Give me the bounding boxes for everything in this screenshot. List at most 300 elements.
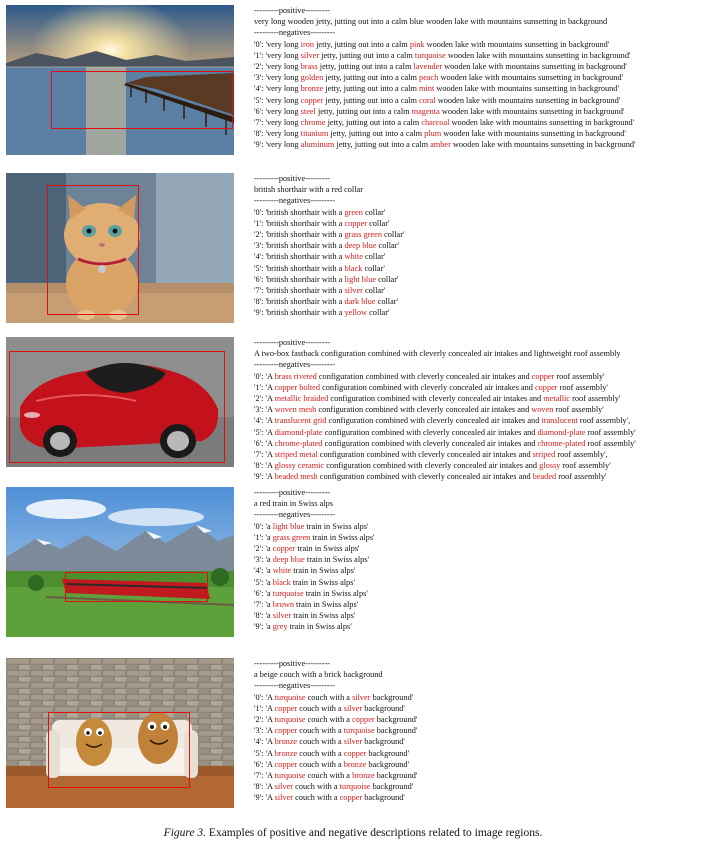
negative-description bbox=[254, 50, 636, 61]
negative-description bbox=[254, 128, 636, 139]
negative-description bbox=[254, 207, 404, 218]
negatives-header: ---------negatives--------- bbox=[254, 196, 336, 206]
negative-description bbox=[254, 610, 375, 621]
description-fragment: couch with a bbox=[297, 703, 344, 713]
example-image bbox=[6, 337, 234, 467]
description-fragment: train in Swiss alps' bbox=[291, 611, 356, 621]
description-fragment: configuration combined with cleverly concealed air intakes and bbox=[324, 461, 540, 471]
description-fragment: '9': 'a bbox=[254, 622, 273, 632]
description-fragment: '4': 'A bbox=[254, 737, 275, 747]
description-fragment: wooden lake with mountains sunsetting in background' bbox=[441, 129, 626, 139]
positive-text: A two-box fastback configuration combined with cleverly concealed air intakes and lightweight roof assembly bbox=[254, 349, 621, 359]
highlighted-word: copper bbox=[300, 95, 324, 105]
description-fragment: configuration combined with cleverly concealed air intakes and bbox=[316, 405, 532, 415]
description-fragment: '3': 'A bbox=[254, 726, 275, 736]
negative-description bbox=[254, 117, 636, 128]
highlighted-word: striped bbox=[532, 449, 556, 459]
negative-description bbox=[254, 61, 636, 72]
example-image bbox=[6, 658, 234, 808]
highlighted-word: metallic bbox=[543, 393, 570, 403]
description-fragment: '7': 'british shorthair with a bbox=[254, 285, 345, 295]
description-fragment: '3': 'A bbox=[254, 405, 275, 415]
highlighted-word: bronze bbox=[300, 84, 324, 94]
description-fragment: '7': 'very long bbox=[254, 117, 301, 127]
example-row bbox=[0, 487, 706, 639]
negative-description bbox=[254, 736, 417, 747]
description-fragment: couch with a bbox=[305, 714, 353, 724]
highlighted-word: plum bbox=[424, 129, 442, 139]
description-fragment: train in Swiss alps' bbox=[303, 588, 368, 598]
highlighted-word: turquoise bbox=[414, 50, 446, 60]
negative-description bbox=[254, 106, 636, 117]
example-row bbox=[0, 337, 706, 482]
highlighted-word: bronze bbox=[343, 759, 367, 769]
description-fragment: background' bbox=[374, 726, 418, 736]
description-fragment: configuration combined with cleverly concealed air intakes and bbox=[316, 371, 532, 381]
highlighted-word: copper bbox=[531, 371, 555, 381]
description-fragment: configuration combined with cleverly concealed air intakes and bbox=[328, 393, 544, 403]
highlighted-word: chrome bbox=[300, 117, 326, 127]
description-fragment: train in Swiss alps' bbox=[293, 599, 359, 609]
negative-description bbox=[254, 532, 375, 543]
positive-header: ---------positive--------- bbox=[254, 6, 331, 15]
negative-description bbox=[254, 263, 404, 274]
example-row bbox=[0, 173, 706, 323]
description-fragment: '7': 'a bbox=[254, 599, 273, 609]
description-fragment: '4': 'a bbox=[254, 566, 273, 576]
description-fragment: '5': 'very long bbox=[254, 95, 301, 105]
highlighted-word: grey bbox=[272, 622, 288, 632]
highlighted-word: light blue bbox=[344, 274, 377, 284]
description-fragment: background' bbox=[366, 759, 410, 769]
description-fragment: '8': 'a bbox=[254, 611, 273, 621]
highlighted-word: grass green bbox=[272, 532, 311, 542]
description-fragment: collar' bbox=[367, 308, 390, 318]
highlighted-word: translucent grid bbox=[274, 416, 327, 426]
description-fragment: wooden lake with mountains sunsetting in background' bbox=[449, 117, 635, 127]
description-fragment: background' bbox=[374, 714, 418, 724]
description-fragment: wooden lake with mountains sunsetting in background' bbox=[445, 50, 631, 60]
region-box bbox=[9, 351, 225, 463]
positive-text: british shorthair with a red collar bbox=[254, 185, 363, 195]
description-fragment: jetty, jutting out into a calm bbox=[315, 106, 412, 116]
negative-description bbox=[254, 139, 636, 150]
highlighted-word: copper bbox=[274, 703, 298, 713]
description-fragment: roof assembly' bbox=[585, 438, 636, 448]
negative-description bbox=[254, 382, 636, 393]
highlighted-word: light blue bbox=[272, 521, 305, 531]
description-fragment: background' bbox=[362, 737, 405, 747]
negatives-list bbox=[254, 371, 636, 483]
description-fragment: '0': 'british shorthair with a bbox=[254, 207, 345, 217]
highlighted-word: brass riveted bbox=[274, 371, 317, 381]
highlighted-word: striped metal bbox=[274, 449, 318, 459]
negative-description bbox=[254, 781, 417, 792]
description-fragment: jetty, jutting out into a calm bbox=[323, 73, 420, 83]
negative-description bbox=[254, 588, 375, 599]
description-block bbox=[254, 487, 375, 632]
highlighted-word: bronze bbox=[274, 737, 298, 747]
description-fragment: '2': 'very long bbox=[254, 61, 301, 71]
negative-description bbox=[254, 307, 404, 318]
figure-caption bbox=[0, 827, 706, 839]
negatives-header: ---------negatives--------- bbox=[254, 681, 336, 691]
highlighted-word: white bbox=[272, 566, 292, 576]
positive-text: a red train in Swiss alps bbox=[254, 499, 334, 509]
description-fragment: '1': 'a bbox=[254, 532, 273, 542]
negatives-list bbox=[254, 521, 375, 633]
description-fragment: train in Swiss alps' bbox=[287, 622, 352, 632]
description-fragment: wooden lake with mountains sunsetting in background' bbox=[450, 140, 636, 150]
negative-description bbox=[254, 274, 404, 285]
negatives-header: ---------negatives--------- bbox=[254, 28, 336, 38]
description-fragment: '1': 'A bbox=[254, 382, 275, 392]
description-fragment: train in Swiss alps' bbox=[291, 566, 356, 576]
figure-caption-text: Examples of positive and negative descriptions related to image regions. bbox=[208, 827, 543, 839]
highlighted-word: bronze bbox=[274, 748, 298, 758]
highlighted-word: silver bbox=[343, 737, 363, 747]
highlighted-word: silver bbox=[352, 692, 371, 702]
highlighted-word: silver bbox=[300, 50, 320, 60]
highlighted-word: chrome-plated bbox=[274, 438, 323, 448]
highlighted-word: steel bbox=[300, 106, 316, 116]
highlighted-word: turquoise bbox=[274, 770, 306, 780]
description-fragment: '0': 'A bbox=[254, 692, 275, 702]
description-fragment: '9': 'british shorthair with a bbox=[254, 308, 345, 318]
description-fragment: roof assembly' bbox=[556, 472, 607, 482]
description-fragment: roof assembly', bbox=[555, 449, 608, 459]
description-fragment: train in Swiss alps' bbox=[295, 543, 360, 553]
description-fragment: configuration combined with cleverly concealed air intakes and bbox=[320, 382, 535, 392]
highlighted-word: black bbox=[272, 577, 291, 587]
negatives-header: ---------negatives--------- bbox=[254, 360, 336, 370]
highlighted-word: iron bbox=[300, 39, 315, 49]
description-fragment: '6': 'british shorthair with a bbox=[254, 274, 345, 284]
example-image bbox=[6, 173, 234, 323]
highlighted-word: amber bbox=[430, 140, 451, 150]
description-fragment: jetty, jutting out into a calm bbox=[323, 95, 420, 105]
highlighted-word: grass green bbox=[344, 229, 383, 239]
negative-description bbox=[254, 725, 417, 736]
description-fragment: '8': 'british shorthair with a bbox=[254, 297, 345, 307]
positive-text: very long wooden jetty, jutting out into a calm blue wooden lake with mountains sunsetting in background bbox=[254, 17, 608, 27]
negative-description bbox=[254, 296, 404, 307]
negative-description bbox=[254, 83, 636, 94]
highlighted-word: coral bbox=[419, 95, 436, 105]
highlighted-word: turquoise bbox=[272, 588, 304, 598]
highlighted-word: silver bbox=[274, 793, 294, 803]
negative-description bbox=[254, 240, 404, 251]
description-fragment: '7': 'A bbox=[254, 449, 275, 459]
description-fragment: '9': 'A bbox=[254, 472, 275, 482]
region-box bbox=[65, 572, 208, 602]
description-fragment: wooden lake with mountains sunsetting in background' bbox=[435, 95, 621, 105]
description-fragment: jetty, jutting out into a calm bbox=[319, 50, 415, 60]
highlighted-word: copper bbox=[344, 218, 368, 228]
description-fragment: background' bbox=[370, 692, 414, 702]
highlighted-word: lavender bbox=[413, 61, 443, 71]
description-fragment: wooden lake with mountains sunsetting in background' bbox=[442, 61, 627, 71]
description-fragment: configuration combined with cleverly concealed air intakes and bbox=[322, 427, 538, 437]
highlighted-word: dark blue bbox=[344, 297, 376, 307]
negatives-header: ---------negatives--------- bbox=[254, 510, 336, 520]
negative-description bbox=[254, 229, 404, 240]
description-fragment: collar' bbox=[362, 252, 386, 262]
positive-text: a beige couch with a brick background bbox=[254, 670, 383, 680]
description-fragment: '4': 'british shorthair with a bbox=[254, 252, 345, 262]
negative-description bbox=[254, 577, 375, 588]
description-fragment: collar' bbox=[367, 218, 390, 228]
negative-description bbox=[254, 621, 375, 632]
negatives-list bbox=[254, 39, 636, 151]
description-fragment: roof assembly' bbox=[570, 393, 621, 403]
description-fragment: couch with a bbox=[297, 726, 344, 736]
description-fragment: '5': 'A bbox=[254, 427, 275, 437]
description-fragment: couch with a bbox=[305, 692, 353, 702]
description-fragment: train in Swiss alps' bbox=[290, 577, 355, 587]
negative-description bbox=[254, 759, 417, 770]
highlighted-word: chrome-plated bbox=[537, 438, 586, 448]
highlighted-word: woven bbox=[531, 405, 554, 415]
highlighted-word: white bbox=[344, 252, 363, 262]
highlighted-word: translucent bbox=[541, 416, 578, 426]
description-block bbox=[254, 337, 636, 482]
description-fragment: jetty, jutting out into a calm bbox=[314, 39, 410, 49]
description-fragment: jetty, jutting out into a calm bbox=[325, 117, 422, 127]
description-fragment: jetty, jutting out into a calm bbox=[323, 84, 420, 94]
description-fragment: background' bbox=[366, 748, 410, 758]
description-fragment: collar' bbox=[376, 274, 399, 284]
description-fragment: '8': 'very long bbox=[254, 129, 301, 139]
highlighted-word: copper bbox=[534, 382, 558, 392]
highlighted-word: charcoal bbox=[421, 117, 450, 127]
description-fragment: configuration combined with cleverly concealed air intakes and bbox=[326, 416, 542, 426]
positive-header: ---------positive--------- bbox=[254, 659, 331, 668]
description-fragment: roof assembly' bbox=[554, 371, 605, 381]
highlighted-word: black bbox=[344, 263, 363, 273]
region-box bbox=[47, 185, 139, 315]
negative-description bbox=[254, 95, 636, 106]
description-fragment: '2': 'british shorthair with a bbox=[254, 229, 345, 239]
highlighted-word: turquoise bbox=[343, 726, 375, 736]
figure-label: Figure 3. bbox=[163, 827, 207, 839]
highlighted-word: metallic braided bbox=[274, 393, 329, 403]
highlighted-word: silver bbox=[344, 285, 363, 295]
description-fragment: '5': 'british shorthair with a bbox=[254, 263, 345, 273]
description-fragment: configuration combined with cleverly concealed air intakes and bbox=[317, 449, 533, 459]
highlighted-word: brown bbox=[272, 599, 294, 609]
description-fragment: '0': 'A bbox=[254, 371, 275, 381]
negative-description bbox=[254, 460, 636, 471]
example-row bbox=[0, 658, 706, 810]
highlighted-word: glossy ceramic bbox=[274, 461, 325, 471]
description-fragment: collar' bbox=[376, 241, 399, 251]
highlighted-word: turquoise bbox=[339, 782, 371, 792]
highlighted-word: copper bbox=[272, 543, 296, 553]
highlighted-word: copper bbox=[352, 714, 375, 724]
description-block bbox=[254, 173, 404, 318]
highlighted-word: aluminum bbox=[300, 140, 335, 150]
negative-description bbox=[254, 565, 375, 576]
description-fragment: '6': 'A bbox=[254, 438, 275, 448]
description-fragment: couch with a bbox=[297, 748, 344, 758]
description-fragment: '4': 'A bbox=[254, 416, 275, 426]
description-fragment: collar' bbox=[375, 297, 399, 307]
highlighted-word: pink bbox=[409, 39, 425, 49]
description-fragment: '9': 'A bbox=[254, 793, 275, 803]
description-fragment: '8': 'A bbox=[254, 461, 275, 471]
description-fragment: collar' bbox=[362, 285, 386, 295]
highlighted-word: silver bbox=[274, 782, 294, 792]
negative-description bbox=[254, 692, 417, 703]
negative-description bbox=[254, 748, 417, 759]
description-fragment: '3': 'a bbox=[254, 555, 273, 565]
negative-description bbox=[254, 792, 417, 803]
highlighted-word: deep blue bbox=[272, 555, 305, 565]
description-fragment: roof assembly' bbox=[553, 405, 604, 415]
description-fragment: roof assembly' bbox=[585, 427, 636, 437]
description-fragment: '6': 'a bbox=[254, 588, 273, 598]
negative-description bbox=[254, 449, 636, 460]
description-fragment: wooden lake with mountains sunsetting in background' bbox=[434, 84, 619, 94]
highlighted-word: silver bbox=[272, 611, 292, 621]
negative-description bbox=[254, 371, 636, 382]
example-image bbox=[6, 487, 234, 637]
description-fragment: train in Swiss alps' bbox=[304, 555, 369, 565]
highlighted-word: turquoise bbox=[274, 692, 306, 702]
description-fragment: '3': 'british shorthair with a bbox=[254, 241, 345, 251]
description-fragment: '2': 'a bbox=[254, 543, 273, 553]
description-fragment: roof assembly' bbox=[557, 382, 608, 392]
highlighted-word: beaded bbox=[532, 472, 557, 482]
highlighted-word: glossy bbox=[539, 461, 561, 471]
negative-description bbox=[254, 599, 375, 610]
highlighted-word: green bbox=[344, 207, 363, 217]
description-fragment: '8': 'A bbox=[254, 782, 275, 792]
highlighted-word: titanium bbox=[300, 129, 329, 139]
description-fragment: wooden lake with mountains sunsetting in background' bbox=[439, 106, 625, 116]
highlighted-word: yellow bbox=[344, 308, 368, 318]
description-fragment: collar' bbox=[362, 263, 385, 273]
highlighted-word: deep blue bbox=[344, 241, 377, 251]
description-fragment: configuration combined with cleverly concealed air intakes and bbox=[317, 472, 533, 482]
highlighted-word: copper bolted bbox=[274, 382, 321, 392]
train-photo bbox=[6, 487, 234, 637]
negative-description bbox=[254, 285, 404, 296]
description-fragment: '5': 'a bbox=[254, 577, 273, 587]
description-fragment: jetty, jutting out into a calm bbox=[328, 129, 425, 139]
positive-header: ---------positive--------- bbox=[254, 174, 331, 183]
description-fragment: '6': 'A bbox=[254, 759, 275, 769]
description-fragment: '0': 'very long bbox=[254, 39, 301, 49]
description-fragment: background' bbox=[362, 793, 405, 803]
highlighted-word: copper bbox=[343, 748, 367, 758]
highlighted-word: turquoise bbox=[274, 714, 306, 724]
negative-description bbox=[254, 770, 417, 781]
highlighted-word: mint bbox=[419, 84, 435, 94]
description-fragment: '5': 'A bbox=[254, 748, 275, 758]
highlighted-word: bronze bbox=[352, 770, 375, 780]
description-fragment: collar' bbox=[382, 229, 405, 239]
negative-description bbox=[254, 404, 636, 415]
description-fragment: train in Swiss alps' bbox=[310, 532, 375, 542]
negative-description bbox=[254, 393, 636, 404]
negative-description bbox=[254, 39, 636, 50]
description-fragment: couch with a bbox=[293, 782, 340, 792]
negatives-list bbox=[254, 207, 404, 319]
positive-header: ---------positive--------- bbox=[254, 488, 331, 497]
negative-description bbox=[254, 703, 417, 714]
description-fragment: '7': 'A bbox=[254, 770, 275, 780]
negative-description bbox=[254, 714, 417, 725]
highlighted-word: woven mesh bbox=[274, 405, 317, 415]
description-fragment: background' bbox=[362, 703, 405, 713]
description-fragment: '2': 'A bbox=[254, 393, 275, 403]
description-fragment: '0': 'a bbox=[254, 521, 273, 531]
description-fragment: configuration combined with cleverly concealed air intakes and bbox=[322, 438, 538, 448]
negative-description bbox=[254, 415, 636, 426]
negative-description bbox=[254, 438, 636, 449]
positive-header: ---------positive--------- bbox=[254, 338, 331, 347]
description-fragment: roof assembly', bbox=[577, 416, 631, 426]
negative-description bbox=[254, 543, 375, 554]
highlighted-word: silver bbox=[343, 703, 363, 713]
example-row bbox=[0, 5, 706, 157]
description-fragment: jetty, jutting out into a calm bbox=[317, 61, 414, 71]
description-fragment: jetty, jutting out into a calm bbox=[334, 140, 431, 150]
region-box bbox=[51, 71, 233, 129]
description-fragment: collar' bbox=[362, 207, 386, 217]
description-block bbox=[254, 5, 636, 150]
negative-description bbox=[254, 554, 375, 565]
description-fragment: couch with a bbox=[297, 759, 344, 769]
description-fragment: train in Swiss alps' bbox=[304, 521, 369, 531]
negative-description bbox=[254, 427, 636, 438]
description-fragment: background' bbox=[370, 782, 414, 792]
negative-description bbox=[254, 521, 375, 532]
description-fragment: background' bbox=[374, 770, 418, 780]
highlighted-word: diamond-plate bbox=[274, 427, 323, 437]
description-fragment: couch with a bbox=[297, 737, 344, 747]
description-fragment: '4': 'very long bbox=[254, 84, 301, 94]
description-fragment: '6': 'very long bbox=[254, 106, 301, 116]
description-fragment: '9': 'very long bbox=[254, 140, 301, 150]
description-fragment: '3': 'very long bbox=[254, 73, 301, 83]
description-fragment: wooden lake with mountains sunsetting in background' bbox=[424, 39, 610, 49]
highlighted-word: copper bbox=[274, 759, 298, 769]
highlighted-word: magenta bbox=[411, 106, 440, 116]
highlighted-word: peach bbox=[419, 73, 439, 83]
highlighted-word: copper bbox=[274, 726, 298, 736]
negatives-list bbox=[254, 692, 417, 804]
description-fragment: '1': 'very long bbox=[254, 50, 301, 60]
negative-description bbox=[254, 251, 404, 262]
highlighted-word: diamond-plate bbox=[537, 427, 586, 437]
description-fragment: roof assembly' bbox=[560, 461, 611, 471]
description-fragment: wooden lake with mountains sunsetting in background' bbox=[438, 73, 624, 83]
highlighted-word: brass bbox=[300, 61, 318, 71]
negative-description bbox=[254, 218, 404, 229]
description-fragment: couch with a bbox=[293, 793, 340, 803]
description-fragment: '1': 'british shorthair with a bbox=[254, 218, 345, 228]
negative-description bbox=[254, 72, 636, 83]
description-block bbox=[254, 658, 417, 803]
highlighted-word: beaded mesh bbox=[274, 472, 318, 482]
region-box bbox=[48, 712, 190, 788]
highlighted-word: copper bbox=[339, 793, 363, 803]
description-fragment: '1': 'A bbox=[254, 703, 275, 713]
description-fragment: '2': 'A bbox=[254, 714, 275, 724]
